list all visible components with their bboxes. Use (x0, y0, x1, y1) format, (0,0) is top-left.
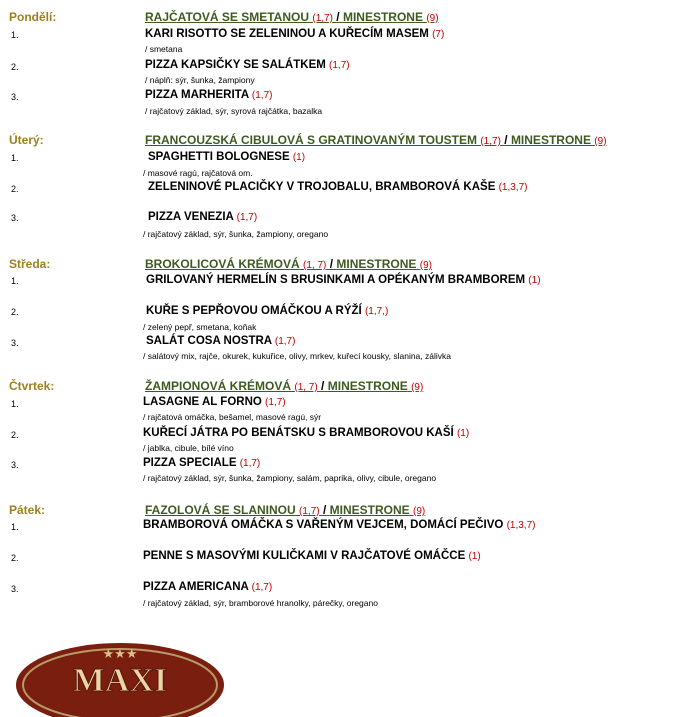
dish-note: / rajčatový základ, sýr, šunka, žampiony, oregano (143, 229, 329, 239)
soup-allergens: (1, 7) (294, 382, 318, 393)
item-number: 1. (11, 30, 19, 40)
soup-separator: / (504, 133, 508, 147)
soup-separator: / (321, 379, 325, 393)
dish-allergens: (1) (468, 551, 481, 562)
soup-name: BROKOLICOVÁ KRÉMOVÁ (145, 257, 300, 271)
dish-allergens: (1,7) (239, 458, 261, 469)
dish-name: ZELENINOVÉ PLACIČKY V TROJOBALU, BRAMBOROVÁ KAŠE (148, 181, 496, 193)
soup-allergens: (1,7) (312, 13, 333, 24)
dish-note: / rajčatový základ, sýr, bramborové hranolky, párečky, oregano (143, 598, 378, 608)
dish-note: / rajčatová omáčka, bešamel, masové ragú, sýr (143, 412, 322, 422)
dish-name: PIZZA MARHERITA (145, 89, 249, 101)
soup-line-monday (145, 10, 439, 24)
dish-tuesday-2 (148, 181, 527, 193)
item-number: 2. (11, 62, 19, 72)
soup2-allergens: (9) (412, 506, 426, 517)
item-number: 2. (11, 430, 19, 440)
day-label-monday: Pondělí: (9, 10, 57, 24)
dish-name: PIZZA AMERICANA (143, 581, 249, 593)
dish-name: LASAGNE AL FORNO (143, 396, 262, 408)
dish-friday-3 (143, 581, 272, 593)
dish-name: PENNE S MASOVÝMI KULIČKAMI V RAJČATOVÉ OMÁČCE (143, 550, 466, 562)
soup-separator: / (336, 10, 340, 24)
dish-note: / rajčatový základ, sýr, syrová rajčátka, bazalka (145, 106, 323, 116)
dish-wednesday-2 (146, 305, 388, 317)
soup-name: FRANCOUZSKÁ CIBULOVÁ S GRATINOVANÝM TOUSTEM (145, 133, 477, 147)
dish-monday-2 (145, 59, 350, 71)
dish-tuesday-3 (148, 211, 257, 223)
item-number: 3. (11, 338, 19, 348)
item-number: 1. (11, 276, 19, 286)
dish-thursday-1 (143, 396, 286, 408)
dish-name: KUŘECÍ JÁTRA PO BENÁTSKU S BRAMBOROVOU KAŠÍ (143, 427, 454, 439)
soup2-allergens: (9) (426, 13, 439, 24)
soup2-name: MINESTRONE (329, 503, 410, 517)
soup-line-friday (145, 503, 425, 517)
dish-allergens: (1,3,7) (498, 182, 528, 193)
dish-name: KUŘE S PEPŘOVOU OMÁČKOU A RÝŽÍ (146, 305, 362, 317)
item-number: 3. (11, 92, 19, 102)
dish-name: GRILOVANÝ HERMELÍN S BRUSINKAMI A OPÉKANÝM BRAMBOREM (146, 274, 526, 286)
soup-separator: / (322, 503, 327, 517)
dish-name: SPAGHETTI BOLOGNESE (148, 151, 290, 163)
soup-allergens: (1,7) (299, 506, 320, 517)
dish-wednesday-1 (146, 274, 541, 286)
soup-name: FAZOLOVÁ SE SLANINOU (145, 503, 296, 517)
logo-text: MAXI (72, 662, 168, 699)
soup-name: RAJČATOVÁ SE SMETANOU (145, 10, 310, 24)
dish-allergens: (1,7) (274, 336, 296, 347)
dish-note: / salátový mix, rajče, okurek, kukuřice, olivy, mrkev, kuřecí kousky, slanina, zálivka (143, 351, 451, 361)
soup-name: ŽAMPIONOVÁ KRÉMOVÁ (145, 379, 292, 393)
soup-allergens: (1, 7) (303, 260, 327, 271)
item-number: 2. (11, 307, 19, 317)
item-number: 3. (11, 584, 19, 594)
dish-allergens: (1) (528, 275, 541, 286)
item-number: 3. (11, 213, 19, 223)
dish-note: / náplň: sýr, šunka, žampiony (145, 75, 255, 85)
dish-allergens: (1,7) (251, 90, 273, 101)
day-label-thursday: Čtvrtek: (9, 379, 55, 393)
dish-friday-1 (143, 519, 535, 531)
dish-name: BRAMBOROVÁ OMÁČKA S VAŘENÝM VEJCEM, DOMÁCÍ PEČIVO (143, 519, 504, 531)
dish-note: / jablka, cibule, bílé víno (143, 443, 234, 453)
soup-line-tuesday (145, 133, 607, 147)
item-number: 1. (11, 153, 19, 163)
dish-note: / smetana (145, 44, 183, 54)
dish-note: / masové ragú, rajčatová om. (143, 168, 253, 178)
dish-wednesday-3 (146, 335, 295, 347)
item-number: 3. (11, 460, 19, 470)
soup2-allergens: (9) (411, 382, 424, 393)
soup2-name: MINESTRONE (327, 379, 408, 393)
dish-allergens: (1,7) (251, 582, 273, 593)
soup-line-wednesday (145, 257, 432, 271)
dish-name: KARI RISOTTO SE ZELENINOU A KUŘECÍM MASEM (145, 28, 429, 40)
item-number: 1. (11, 522, 19, 532)
dish-allergens: (1,7) (236, 212, 258, 223)
dish-thursday-2 (143, 427, 469, 439)
dish-name: PIZZA VENEZIA (148, 211, 234, 223)
soup2-allergens: (9) (594, 136, 607, 147)
soup2-name: MINESTRONE (510, 133, 591, 147)
soup-separator: / (329, 257, 334, 271)
dish-allergens: (1,7) (265, 397, 286, 408)
dish-tuesday-1 (148, 151, 305, 163)
soup2-name: MINESTRONE (336, 257, 417, 271)
logo-stars: ★★★ (102, 647, 138, 662)
dish-allergens: (7) (432, 29, 445, 40)
dish-note: / zelený pepř, smetana, koňak (143, 322, 257, 332)
day-label-tuesday: Úterý: (9, 133, 44, 147)
day-label-friday: Pátek: (9, 503, 46, 517)
soup-line-thursday (145, 379, 423, 393)
soup-allergens: (1,7) (480, 136, 501, 147)
dish-allergens: (1) (456, 428, 470, 439)
dish-name: PIZZA SPECIALE (143, 457, 237, 469)
item-number: 2. (11, 184, 19, 194)
dish-monday-3 (145, 89, 272, 101)
dish-allergens: (1,7) (329, 60, 350, 71)
dish-thursday-3 (143, 457, 260, 469)
dish-note: / rajčatový základ, sýr, šunka, žampiony, salám, paprika, olivy, cibule, oregano (143, 473, 437, 483)
dish-name: SALÁT COSA NOSTRA (146, 335, 272, 347)
dish-allergens: (1) (292, 152, 306, 163)
item-number: 1. (11, 399, 19, 409)
item-number: 2. (11, 553, 19, 563)
restaurant-logo (14, 637, 226, 717)
dish-friday-2 (143, 550, 481, 562)
dish-name: PIZZA KAPSIČKY SE SALÁTKEM (145, 59, 326, 71)
soup2-name: MINESTRONE (342, 10, 423, 24)
dish-monday-1 (145, 28, 444, 40)
dish-allergens: (1,3,7) (506, 520, 536, 531)
dish-allergens: (1,7,) (364, 306, 389, 317)
day-label-wednesday: Středa: (9, 257, 51, 271)
soup2-allergens: (9) (419, 260, 432, 271)
